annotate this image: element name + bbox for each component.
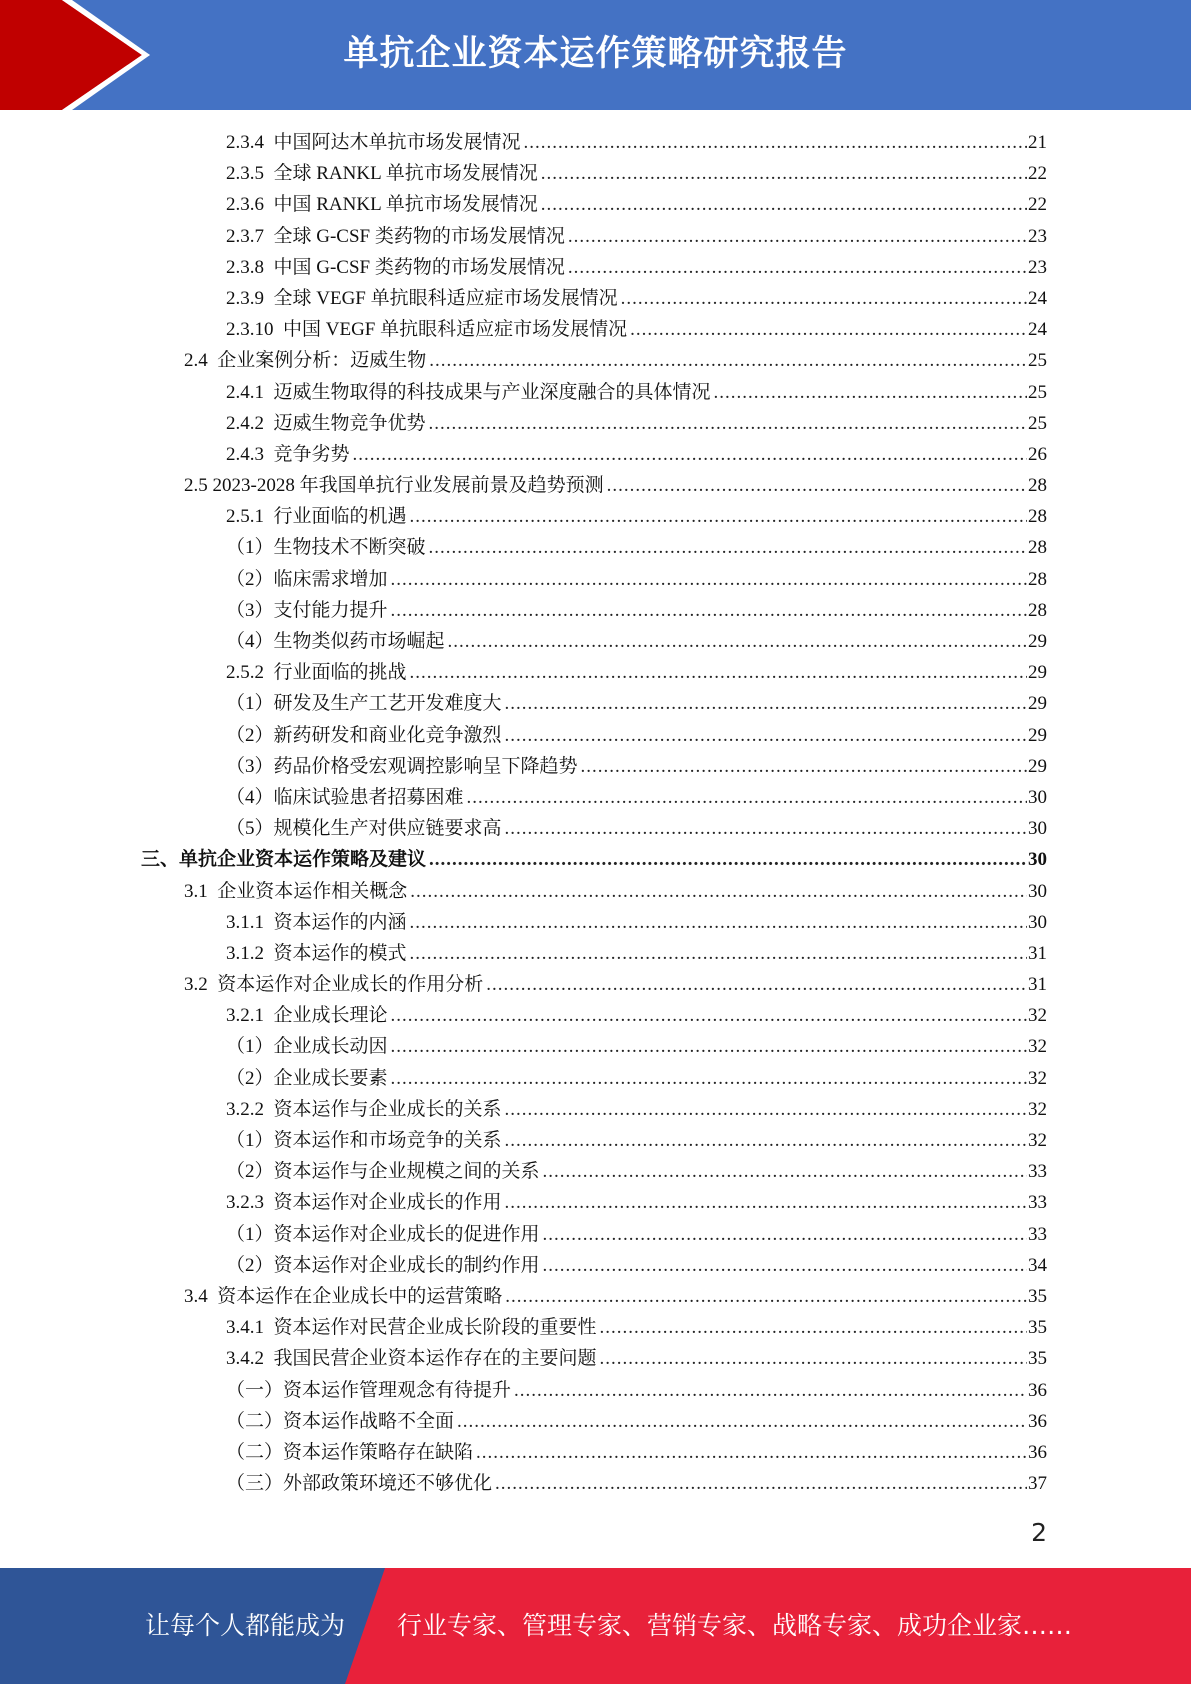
toc-entry[interactable] — [0, 1000, 1047, 1031]
toc-entry[interactable] — [0, 626, 1047, 657]
toc-dot-leader — [476, 1437, 1027, 1468]
toc-entry-title: 3.1.1 资本运作的内涵 — [226, 911, 407, 933]
toc-entry-page: 28 — [1028, 599, 1047, 621]
toc-entry-page: 33 — [1028, 1161, 1047, 1183]
toc-entry-title: （3）支付能力提升 — [226, 599, 388, 621]
toc-entry-title: 三、单抗企业资本运作策略及建议 — [141, 849, 427, 871]
toc-entry-page: 25 — [1028, 381, 1047, 403]
toc-entry-page: 29 — [1028, 631, 1047, 652]
toc-dot-leader — [714, 377, 1027, 408]
toc-entry-page: 30 — [1028, 818, 1047, 840]
toc-entry-page: 28 — [1028, 506, 1047, 528]
toc-dot-leader — [568, 221, 1027, 252]
toc-entry-title: 3.1 企业资本运作相关概念 — [184, 880, 408, 902]
toc-dot-leader — [391, 564, 1027, 595]
toc-entry[interactable] — [0, 1187, 1047, 1218]
toc-entry-title: 2.4.3 竞争劣势 — [226, 443, 350, 465]
toc-entry-title: （2）资本运作与企业规模之间的关系 — [226, 1161, 540, 1183]
toc-dot-leader — [524, 127, 1027, 158]
toc-entry[interactable] — [0, 158, 1047, 189]
toc-dot-leader — [429, 345, 1027, 376]
page-footer — [0, 1568, 1191, 1684]
toc-entry-title: （三）外部政策环境还不够优化 — [226, 1473, 493, 1495]
toc-dot-leader — [505, 1281, 1027, 1312]
toc-entry[interactable] — [0, 314, 1047, 345]
toc-entry-page: 25 — [1028, 350, 1047, 372]
toc-entry-title: （1）生物技术不断突破 — [226, 537, 426, 559]
toc-entry[interactable] — [0, 1468, 1047, 1499]
toc-entry-page: 32 — [1028, 1098, 1047, 1120]
toc-entry-title: 3.2.3 资本运作对企业成长的作用 — [226, 1192, 502, 1214]
toc-entry-page: 32 — [1028, 1067, 1047, 1089]
toc-entry-page: 33 — [1028, 1223, 1047, 1245]
toc-dot-leader — [505, 720, 1027, 751]
toc-entry-page: 31 — [1028, 942, 1047, 964]
toc-dot-leader — [607, 470, 1027, 501]
toc-entry[interactable] — [0, 283, 1047, 314]
toc-entry-title: 2.4.1 迈威生物取得的科技成果与产业深度融合的具体情况 — [226, 381, 711, 403]
toc-entry-title: （2）企业成长要素 — [226, 1067, 388, 1089]
toc-entry[interactable] — [0, 221, 1047, 252]
toc-entry-page: 28 — [1028, 475, 1047, 497]
toc-entry-title: （3）药品价格受宏观调控影响呈下降趋势 — [226, 755, 578, 777]
toc-entry-page: 21 — [1028, 132, 1047, 153]
toc-entry-page: 31 — [1028, 974, 1047, 996]
toc-entry-title: 3.1.2 资本运作的模式 — [226, 942, 407, 964]
toc-entry-title: 2.4 企业案例分析：迈威生物 — [184, 350, 427, 372]
footer-slogan-right: 行业专家、管理专家、营销专家、战略专家、成功企业家…… — [397, 1611, 1073, 1640]
toc-entry-title: 2.3.7 全球 G-CSF 类药物的市场发展情况 — [226, 225, 565, 247]
toc-entry[interactable] — [0, 1125, 1047, 1156]
toc-entry-page: 29 — [1028, 755, 1047, 777]
toc-entry-title: （1）资本运作对企业成长的促进作用 — [226, 1223, 540, 1245]
toc-dot-leader — [429, 844, 1027, 875]
toc-entry[interactable] — [0, 751, 1047, 782]
toc-dot-leader — [495, 1468, 1027, 1499]
toc-entry[interactable] — [0, 1250, 1047, 1281]
toc-dot-leader — [391, 1031, 1027, 1062]
toc-dot-leader — [621, 283, 1027, 314]
toc-entry[interactable] — [0, 595, 1047, 626]
toc-entry-page: 23 — [1028, 256, 1047, 278]
toc-entry-title: （2）资本运作对企业成长的制约作用 — [226, 1254, 540, 1276]
toc-dot-leader — [429, 532, 1027, 563]
toc-entry-title: 2.4.2 迈威生物竞争优势 — [226, 412, 426, 434]
toc-entry-page: 29 — [1028, 693, 1047, 715]
toc-entry-title: 3.4.1 资本运作对民营企业成长阶段的重要性 — [226, 1317, 597, 1339]
toc-entry-title: 3.2.2 资本运作与企业成长的关系 — [226, 1098, 502, 1120]
toc-entry-page: 28 — [1028, 568, 1047, 590]
toc-entry-page: 25 — [1028, 412, 1047, 434]
toc-entry-title: 2.5 2023-2028 年我国单抗行业发展前景及趋势预测 — [184, 475, 604, 497]
toc-entry-title: （1）企业成长动因 — [226, 1036, 388, 1058]
toc-dot-leader — [568, 252, 1027, 283]
toc-entry[interactable] — [0, 470, 1047, 501]
toc-entry-page: 24 — [1028, 319, 1047, 341]
toc-entry-title: （5）规模化生产对供应链要求高 — [226, 818, 502, 840]
toc-dot-leader — [391, 1063, 1027, 1094]
toc-dot-leader — [541, 158, 1027, 189]
toc-entry[interactable] — [0, 844, 1047, 875]
toc-dot-leader — [410, 657, 1027, 688]
toc-entry[interactable] — [0, 501, 1047, 532]
toc-entry-title: 3.4.2 我国民营企业资本运作存在的主要问题 — [226, 1348, 597, 1370]
toc-entry[interactable] — [0, 938, 1047, 969]
toc-entry-page: 32 — [1028, 1005, 1047, 1027]
toc-entry[interactable] — [0, 1094, 1047, 1125]
toc-entry-title: 2.3.9 全球 VEGF 单抗眼科适应症市场发展情况 — [226, 287, 618, 309]
toc-entry[interactable] — [0, 1219, 1047, 1250]
footer-slogan-left: 让每个人都能成为 — [144, 1611, 345, 1640]
toc-entry[interactable] — [0, 377, 1047, 408]
toc-entry-title: （1）研发及生产工艺开发难度大 — [226, 693, 502, 715]
toc-entry-page: 22 — [1028, 163, 1047, 185]
toc-entry[interactable] — [0, 532, 1047, 563]
toc-dot-leader — [410, 907, 1027, 938]
toc-entry-title: 2.3.5 全球 RANKL 单抗市场发展情况 — [226, 163, 538, 185]
toc-entry[interactable] — [0, 720, 1047, 751]
toc-entry-title: 2.3.10 中国 VEGF 单抗眼科适应症市场发展情况 — [226, 319, 628, 341]
toc-entry-page: 36 — [1028, 1379, 1047, 1401]
toc-entry-page: 29 — [1028, 662, 1047, 684]
toc-entry-page: 22 — [1028, 194, 1047, 216]
toc-entry[interactable] — [0, 969, 1047, 1000]
toc-entry-title: （4）临床试验患者招募困难 — [226, 786, 464, 808]
toc-entry-page: 24 — [1028, 287, 1047, 309]
toc-entry[interactable] — [0, 782, 1047, 813]
toc-entry[interactable] — [0, 1343, 1047, 1374]
report-title: 单抗企业资本运作策略研究报告 — [343, 34, 848, 74]
toc-entry-page: 32 — [1028, 1130, 1047, 1151]
toc-entry-title: 3.2 资本运作对企业成长的作用分析 — [184, 974, 484, 996]
toc-entry[interactable] — [0, 127, 1047, 158]
toc-entry-title: 3.2.1 企业成长理论 — [226, 1005, 388, 1027]
toc-entry-page: 35 — [1028, 1285, 1047, 1307]
toc-entry-page: 36 — [1028, 1410, 1047, 1432]
table-of-contents — [0, 127, 1191, 1499]
toc-dot-leader — [457, 1406, 1027, 1437]
toc-entry[interactable] — [0, 1312, 1047, 1343]
page-header — [0, 0, 1191, 110]
toc-entry-page: 29 — [1028, 724, 1047, 746]
toc-entry-page: 35 — [1028, 1348, 1047, 1370]
toc-entry-title: （1）资本运作和市场竞争的关系 — [226, 1130, 502, 1151]
toc-dot-leader — [391, 1000, 1027, 1031]
toc-entry[interactable] — [0, 1406, 1047, 1437]
toc-dot-leader — [505, 1125, 1027, 1156]
toc-dot-leader — [467, 782, 1027, 813]
toc-entry[interactable] — [0, 1156, 1047, 1187]
toc-entry[interactable] — [0, 439, 1047, 470]
toc-entry-page: 30 — [1028, 849, 1047, 871]
toc-entry[interactable] — [0, 1063, 1047, 1094]
toc-entry-title: 3.4 资本运作在企业成长中的运营策略 — [184, 1285, 503, 1307]
toc-entry-title: 2.3.6 中国 RANKL 单抗市场发展情况 — [226, 194, 538, 216]
toc-dot-leader — [429, 408, 1027, 439]
toc-entry[interactable] — [0, 1281, 1047, 1312]
toc-dot-leader — [391, 595, 1027, 626]
toc-entry[interactable] — [0, 876, 1047, 907]
toc-entry[interactable] — [0, 408, 1047, 439]
toc-dot-leader — [505, 688, 1027, 719]
toc-entry-page: 34 — [1028, 1254, 1047, 1276]
toc-entry-title: 2.5.1 行业面临的机遇 — [226, 506, 407, 528]
toc-entry[interactable] — [0, 564, 1047, 595]
toc-entry-title: （二）资本运作策略存在缺陷 — [226, 1441, 474, 1463]
toc-entry-page: 33 — [1028, 1192, 1047, 1214]
toc-dot-leader — [541, 189, 1027, 220]
toc-entry-page: 30 — [1028, 880, 1047, 902]
toc-entry-page: 23 — [1028, 225, 1047, 247]
toc-entry[interactable] — [0, 688, 1047, 719]
toc-entry-title: （2）临床需求增加 — [226, 568, 388, 590]
toc-entry[interactable] — [0, 1375, 1047, 1406]
toc-entry[interactable] — [0, 907, 1047, 938]
toc-dot-leader — [514, 1375, 1027, 1406]
toc-entry[interactable] — [0, 189, 1047, 220]
toc-dot-leader — [630, 314, 1027, 345]
toc-dot-leader — [410, 501, 1027, 532]
toc-entry[interactable] — [0, 813, 1047, 844]
toc-entry-page: 36 — [1028, 1441, 1047, 1463]
page-number: 2 — [1031, 1518, 1047, 1547]
toc-dot-leader — [600, 1312, 1027, 1343]
toc-entry[interactable] — [0, 657, 1047, 688]
toc-dot-leader — [353, 439, 1027, 470]
toc-dot-leader — [410, 876, 1027, 907]
toc-entry-page: 30 — [1028, 786, 1047, 808]
toc-entry-title: 2.3.4 中国阿达木单抗市场发展情况 — [226, 132, 521, 153]
toc-entry-title: 2.3.8 中国 G-CSF 类药物的市场发展情况 — [226, 256, 565, 278]
toc-dot-leader — [581, 751, 1027, 782]
toc-entry-title: （二）资本运作战略不全面 — [226, 1410, 455, 1432]
toc-entry-title: （2）新药研发和商业化竞争激烈 — [226, 724, 502, 746]
toc-dot-leader — [410, 938, 1027, 969]
toc-entry-page: 32 — [1028, 1036, 1047, 1058]
toc-dot-leader — [543, 1250, 1027, 1281]
toc-dot-leader — [486, 969, 1027, 1000]
toc-entry-page: 37 — [1028, 1473, 1047, 1495]
toc-entry-title: （4）生物类似药市场崛起 — [226, 631, 445, 652]
toc-dot-leader — [505, 1094, 1027, 1125]
toc-entry-title: （一）资本运作管理观念有待提升 — [226, 1379, 512, 1401]
toc-entry-page: 35 — [1028, 1317, 1047, 1339]
toc-dot-leader — [505, 813, 1027, 844]
toc-entry-title: 2.5.2 行业面临的挑战 — [226, 662, 407, 684]
toc-entry-page: 28 — [1028, 537, 1047, 559]
toc-dot-leader — [600, 1343, 1027, 1374]
toc-entry[interactable] — [0, 1437, 1047, 1468]
toc-entry[interactable] — [0, 1031, 1047, 1062]
toc-entry[interactable] — [0, 345, 1047, 376]
toc-dot-leader — [543, 1156, 1027, 1187]
toc-dot-leader — [505, 1187, 1027, 1218]
toc-entry-page: 30 — [1028, 911, 1047, 933]
toc-dot-leader — [448, 626, 1027, 657]
toc-dot-leader — [543, 1219, 1027, 1250]
toc-entry-page: 26 — [1028, 443, 1047, 465]
toc-entry[interactable] — [0, 252, 1047, 283]
